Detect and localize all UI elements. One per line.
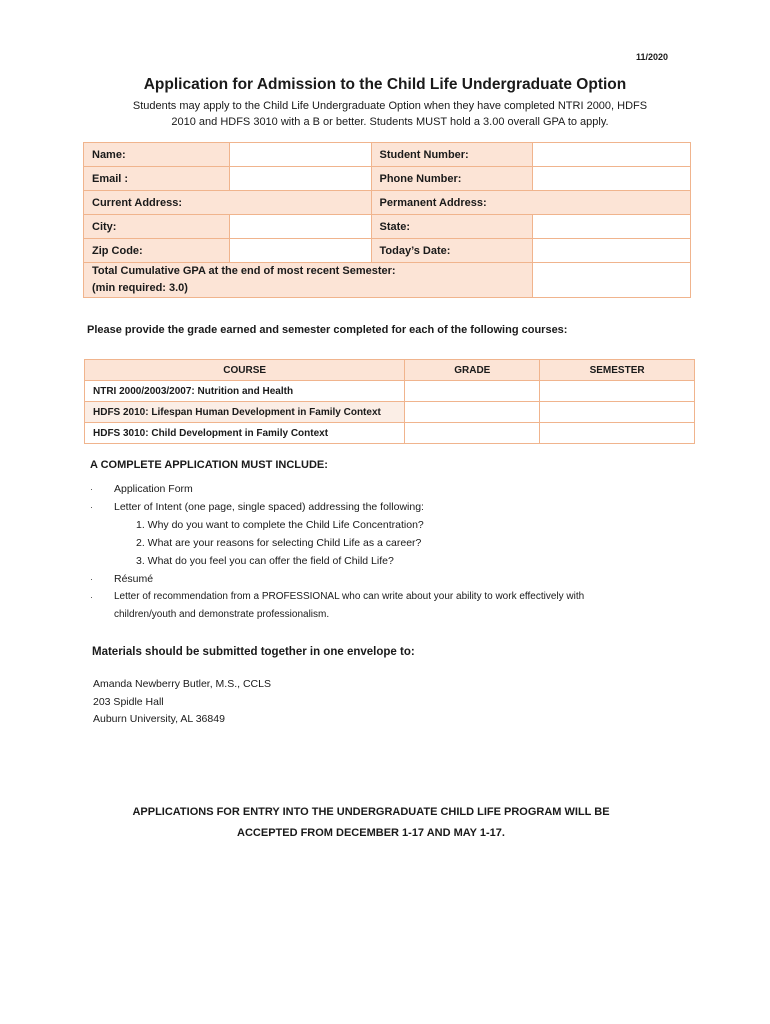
student-number-label: Student Number: [371, 143, 533, 167]
requirements-heading: A COMPLETE APPLICATION MUST INCLUDE: [90, 459, 328, 471]
todays-date-field[interactable] [533, 239, 691, 263]
bullet-icon: · [90, 574, 93, 584]
current-address-label: Current Address: [84, 191, 372, 215]
bullet-icon: · [90, 502, 93, 512]
requirements-list [90, 480, 650, 624]
student-number-field[interactable] [533, 143, 691, 167]
intro-line-2: 2010 and HDFS 3010 with a B or better. Students MUST hold a 3.00 overall GPA to apply. [171, 116, 609, 128]
courses-prompt: Please provide the grade earned and semester completed for each of the following courses: [87, 324, 568, 336]
gpa-label-line-2: (min required: 3.0) [92, 282, 188, 294]
list-item [90, 588, 650, 606]
requirement-application-form: Application Form [114, 483, 193, 495]
semester-field[interactable] [540, 381, 695, 402]
semester-column-header: SEMESTER [540, 360, 695, 381]
course-column-header: COURSE [85, 360, 405, 381]
bullet-icon: · [90, 592, 93, 602]
phone-field[interactable] [533, 167, 691, 191]
semester-field[interactable] [540, 423, 695, 444]
application-window-notice [0, 802, 742, 844]
name-field[interactable] [229, 143, 371, 167]
phone-label: Phone Number: [371, 167, 533, 191]
contact-name: Amanda Newberry Butler, M.S., CCLS [93, 678, 271, 690]
zip-field[interactable] [229, 239, 371, 263]
grade-column-header: GRADE [405, 360, 540, 381]
intro-line-1: Students may apply to the Child Life Undergraduate Option when they have completed NTRI 2000, HDFS [132, 100, 648, 112]
course-name-hdfs-2010: HDFS 2010: Lifespan Human Development in Family Context [85, 402, 405, 423]
list-item [90, 498, 650, 516]
list-item [90, 570, 650, 588]
contact-street: 203 Spidle Hall [93, 695, 164, 708]
gpa-field[interactable] [533, 263, 691, 298]
name-label: Name: [84, 143, 230, 167]
course-name-hdfs-3010: HDFS 3010: Child Development in Family Context [85, 423, 405, 444]
grade-field[interactable] [405, 402, 540, 423]
course-name-ntri-2000: NTRI 2000/2003/2007: Nutrition and Health [85, 381, 405, 402]
requirement-letter-of-intent: Letter of Intent (one page, single spaced) addressing the following: [114, 501, 424, 513]
semester-field[interactable] [540, 402, 695, 423]
state-label: State: [371, 215, 533, 239]
grade-field[interactable] [405, 381, 540, 402]
courses-table [84, 359, 695, 444]
mailing-address [93, 676, 271, 729]
gpa-label [84, 263, 533, 298]
revision-date: 11/2020 [636, 52, 669, 62]
notice-line-1: APPLICATIONS FOR ENTRY INTO THE UNDERGRADUATE CHILD LIFE PROGRAM WILL BE [132, 806, 610, 818]
contact-city: Auburn University, AL 36849 [93, 713, 225, 725]
city-field[interactable] [229, 215, 371, 239]
intent-question-3: 3. What do you feel you can offer the field of Child Life? [136, 555, 394, 567]
requirement-resume: Résumé [114, 573, 154, 585]
state-field[interactable] [533, 215, 691, 239]
intro-text [110, 98, 670, 130]
email-label: Email : [84, 167, 230, 191]
grade-field[interactable] [405, 423, 540, 444]
intent-question-2: 2. What are your reasons for selecting Child Life as a career? [136, 537, 422, 549]
notice-line-2: ACCEPTED FROM DECEMBER 1-17 AND MAY 1-17. [237, 827, 505, 839]
permanent-address-label: Permanent Address: [371, 191, 691, 215]
city-label: City: [84, 215, 230, 239]
intent-question-1: 1. Why do you want to complete the Child Life Concentration? [136, 519, 424, 531]
email-field[interactable] [229, 167, 371, 191]
requirement-recommendation-continued: children/youth and demonstrate professionalism. [114, 609, 330, 620]
list-item [90, 480, 650, 498]
zip-label: Zip Code: [84, 239, 230, 263]
todays-date-label: Today’s Date: [371, 239, 533, 263]
applicant-info-table [83, 142, 691, 298]
bullet-icon: · [90, 484, 93, 494]
page-title: Application for Admission to the Child Life Undergraduate Option [143, 76, 627, 93]
submission-heading: Materials should be submitted together in one envelope to: [92, 646, 415, 658]
requirement-recommendation: Letter of recommendation from a PROFESSIONAL who can write about your ability to work effectively with [114, 591, 585, 602]
gpa-label-line-1: Total Cumulative GPA at the end of most recent Semester: [92, 265, 396, 277]
